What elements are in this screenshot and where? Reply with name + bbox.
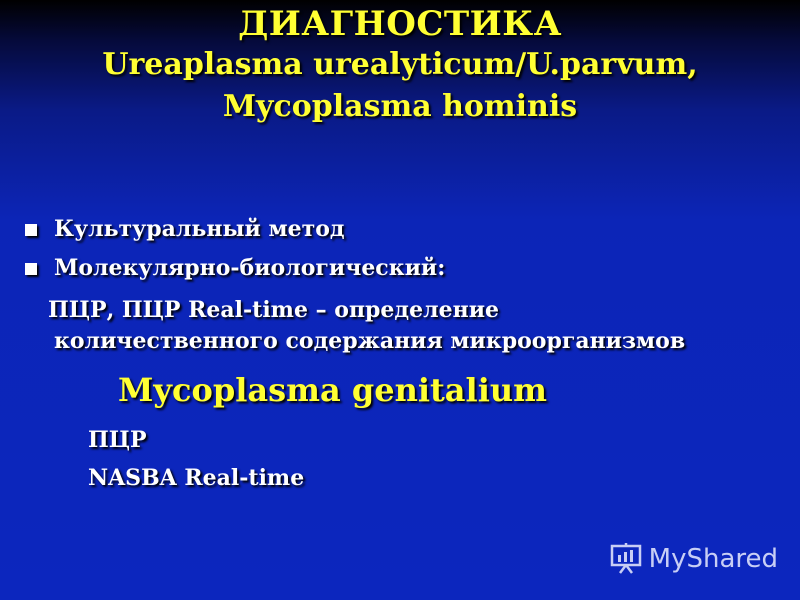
presentation-board-icon	[609, 542, 643, 576]
watermark-text: MyShared	[648, 544, 778, 574]
pcr-text-line2: количественного содержания микроорганизмов	[54, 328, 686, 354]
genitalium-heading: Mycoplasma genitalium	[118, 371, 547, 409]
bullet-item-culture-method	[54, 216, 345, 242]
bullet-text: Культуральный метод	[54, 216, 345, 242]
myshared-watermark	[609, 542, 778, 576]
genitalium-item-nasba: NASBA Real-time	[88, 465, 305, 491]
bullet-text: Молекулярно-биологический:	[54, 255, 446, 281]
title-line-mycoplasma-hominis: Mycoplasma hominis	[222, 89, 578, 124]
pcr-text-line1: ПЦР, ПЦР Real-time – определение	[48, 297, 500, 323]
title-line-diagnostics: ДИАГНОСТИКА	[238, 4, 562, 44]
square-bullet-icon	[25, 224, 37, 236]
title-line-ureaplasma: Ureaplasma urealyticum/U.parvum,	[102, 47, 698, 82]
square-bullet-icon	[25, 263, 37, 275]
genitalium-item-pcr: ПЦР	[88, 427, 147, 453]
bullet-item-molecular-method	[54, 255, 445, 281]
